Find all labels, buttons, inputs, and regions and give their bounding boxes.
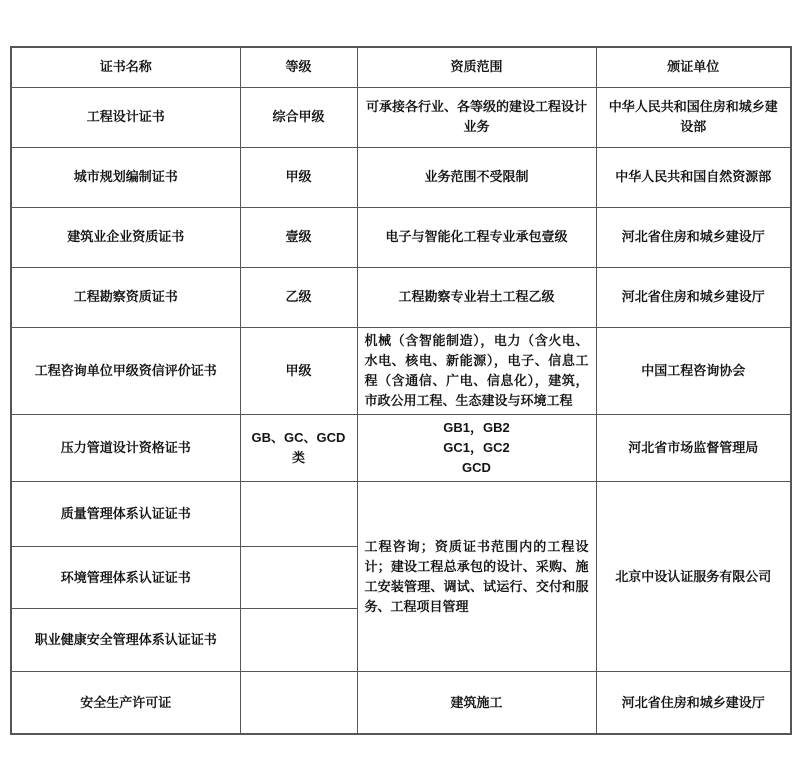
column-header-level: 等级 [240, 47, 357, 87]
table-row [11, 147, 791, 207]
table-row [11, 267, 791, 327]
issuer-cell: 河北省住房和城乡建设厅 [596, 207, 791, 267]
cert-name-cell: 环境管理体系认证证书 [11, 547, 240, 609]
issuer-cell: 中华人民共和国住房和城乡建设部 [596, 87, 791, 147]
scope-cell [357, 415, 596, 482]
cert-name-cell: 工程勘察资质证书 [11, 267, 240, 327]
scope-cell: 建筑施工 [357, 672, 596, 734]
cert-name-cell: 工程设计证书 [11, 87, 240, 147]
column-header-cert-name: 证书名称 [11, 47, 240, 87]
scope-cell: 电子与智能化工程专业承包壹级 [357, 207, 596, 267]
cert-name-cell: 安全生产许可证 [11, 672, 240, 734]
cert-name-cell: 工程咨询单位甲级资信评价证书 [11, 327, 240, 415]
certificates-table-container [10, 46, 790, 735]
level-cell: 综合甲级 [240, 87, 357, 147]
level-cell: 甲级 [240, 147, 357, 207]
table-row [11, 482, 791, 547]
scope-line: GB1，GB2 [443, 420, 510, 436]
scope-cell: 工程勘察专业岩土工程乙级 [357, 267, 596, 327]
level-cell [240, 609, 357, 672]
table-row [11, 327, 791, 415]
header-row [11, 47, 791, 87]
level-cell: 甲级 [240, 327, 357, 415]
scope-line: GCD [462, 460, 491, 476]
issuer-cell-merged: 北京中设认证服务有限公司 [596, 482, 791, 672]
issuer-cell: 河北省住房和城乡建设厅 [596, 267, 791, 327]
column-header-scope: 资质范围 [357, 47, 596, 87]
column-header-issuer: 颁证单位 [596, 47, 791, 87]
scope-cell: 业务范围不受限制 [357, 147, 596, 207]
level-cell: 壹级 [240, 207, 357, 267]
scope-line: GC1，GC2 [443, 440, 510, 456]
table-row [11, 415, 791, 482]
table-row [11, 207, 791, 267]
issuer-cell: 河北省住房和城乡建设厅 [596, 672, 791, 734]
cert-name-cell: 建筑业企业资质证书 [11, 207, 240, 267]
table-row [11, 87, 791, 147]
level-cell: GB、GC、GCD 类 [240, 415, 357, 482]
issuer-cell: 河北省市场监督管理局 [596, 415, 791, 482]
scope-cell: 可承接各行业、各等级的建设工程设计业务 [357, 87, 596, 147]
scope-cell: 机械（含智能制造），电力（含火电、水电、核电、新能源），电子、信息工程（含通信、广电、信息化），建筑，市政公用工程、生态建设与环境工程 [357, 327, 596, 415]
level-cell: 乙级 [240, 267, 357, 327]
level-cell [240, 547, 357, 609]
level-cell [240, 482, 357, 547]
scope-cell-merged: 工程咨询；资质证书范围内的工程设计；建设工程总承包的设计、采购、施工安装管理、调试、试运行、交付和服务、工程项目管理 [357, 482, 596, 672]
issuer-cell: 中国工程咨询协会 [596, 327, 791, 415]
cert-name-cell: 城市规划编制证书 [11, 147, 240, 207]
certificates-table [10, 46, 792, 735]
cert-name-cell: 质量管理体系认证证书 [11, 482, 240, 547]
cert-name-cell: 压力管道设计资格证书 [11, 415, 240, 482]
cert-name-cell: 职业健康安全管理体系认证证书 [11, 609, 240, 672]
level-cell [240, 672, 357, 734]
issuer-cell: 中华人民共和国自然资源部 [596, 147, 791, 207]
table-row [11, 672, 791, 734]
